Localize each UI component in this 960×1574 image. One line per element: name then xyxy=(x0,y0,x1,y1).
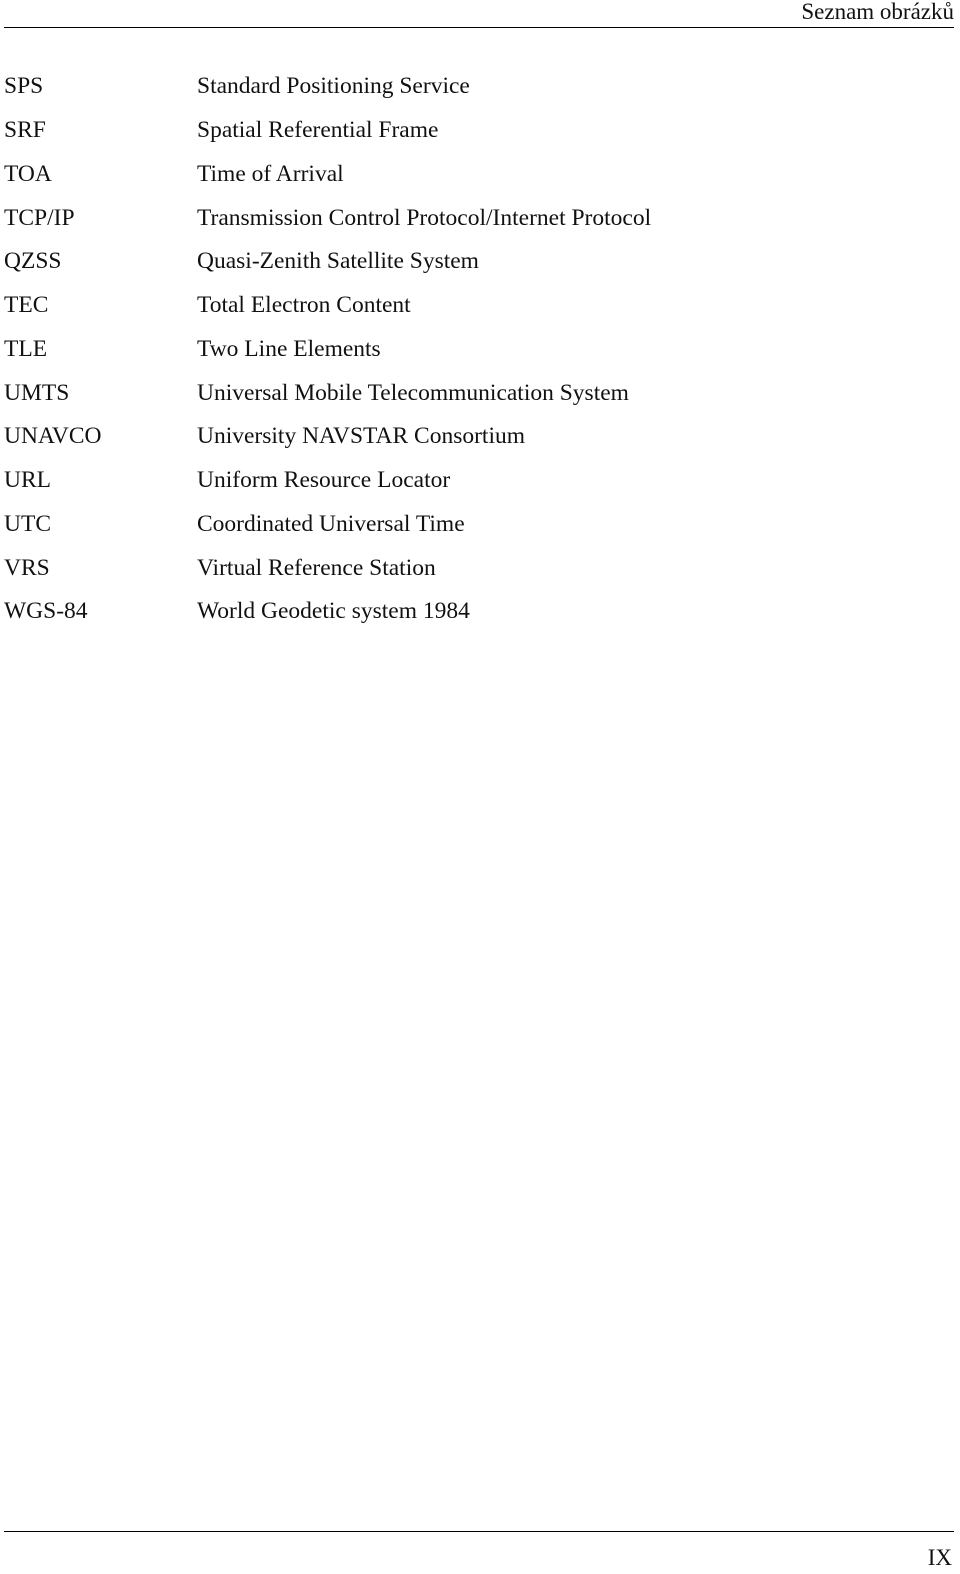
abbreviation-definition: Time of Arrival xyxy=(197,160,344,187)
abbreviation-term: VRS xyxy=(4,554,50,581)
abbreviation-definition: Virtual Reference Station xyxy=(197,554,436,581)
abbreviation-definition: Two Line Elements xyxy=(197,335,381,362)
abbreviation-term: SPS xyxy=(4,73,44,100)
abbreviation-row xyxy=(4,196,944,240)
abbreviation-row xyxy=(4,328,944,372)
abbreviation-definition: Coordinated Universal Time xyxy=(197,510,465,537)
abbreviation-term: URL xyxy=(4,467,51,494)
abbreviation-term: SRF xyxy=(4,117,46,144)
running-header-title: Seznam obrázků xyxy=(801,0,954,24)
abbreviation-term: TLE xyxy=(4,335,48,362)
abbreviation-row xyxy=(4,590,944,634)
running-header xyxy=(4,0,954,28)
abbreviation-row xyxy=(4,240,944,284)
abbreviation-term: QZSS xyxy=(4,248,62,275)
abbreviation-term: UTC xyxy=(4,510,51,537)
abbreviation-list xyxy=(4,65,944,634)
abbreviation-term: WGS-84 xyxy=(4,598,88,625)
abbreviation-row xyxy=(4,546,944,590)
abbreviation-definition: Uniform Resource Locator xyxy=(197,467,451,494)
abbreviation-definition: University NAVSTAR Consortium xyxy=(197,423,526,450)
page-number: IX xyxy=(927,1545,952,1570)
abbreviation-term: TOA xyxy=(4,160,52,187)
abbreviation-definition: World Geodetic system 1984 xyxy=(197,598,470,625)
abbreviation-row xyxy=(4,371,944,415)
abbreviation-term: TEC xyxy=(4,292,49,319)
abbreviation-term: TCP/IP xyxy=(4,204,75,231)
abbreviation-term: UMTS xyxy=(4,379,70,406)
abbreviation-row xyxy=(4,153,944,197)
abbreviation-row xyxy=(4,459,944,503)
running-footer xyxy=(4,1531,954,1574)
abbreviation-row xyxy=(4,415,944,459)
abbreviation-definition: Standard Positioning Service xyxy=(197,73,470,100)
abbreviation-definition: Total Electron Content xyxy=(197,292,411,319)
abbreviation-row xyxy=(4,109,944,153)
abbreviation-row xyxy=(4,284,944,328)
abbreviation-definition: Transmission Control Protocol/Internet Protocol xyxy=(197,204,652,231)
abbreviation-term: UNAVCO xyxy=(4,423,102,450)
abbreviation-definition: Universal Mobile Telecommunication System xyxy=(197,379,629,406)
abbreviation-row xyxy=(4,65,944,109)
abbreviation-definition: Spatial Referential Frame xyxy=(197,117,439,144)
abbreviation-row xyxy=(4,503,944,547)
abbreviation-definition: Quasi-Zenith Satellite System xyxy=(197,248,479,275)
